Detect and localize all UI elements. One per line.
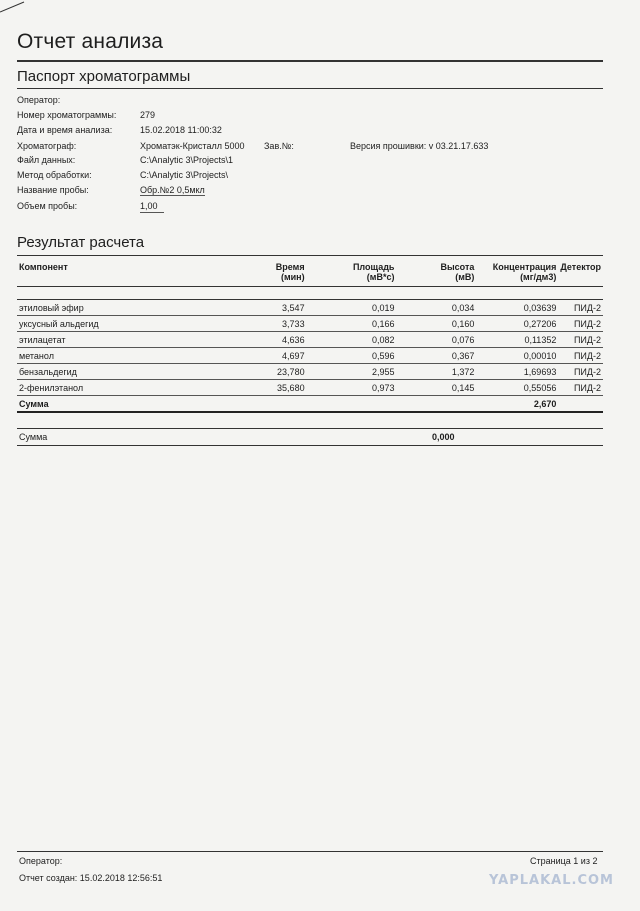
cell-height: 0,145 <box>396 380 476 396</box>
chrom-number-label: Номер хроматограммы: <box>17 110 117 120</box>
results-table <box>17 262 603 413</box>
col-conc-header: Концентрация (мг/дм3) <box>476 262 558 287</box>
passport-heading: Паспорт хроматограммы <box>17 68 191 85</box>
datetime-value: 15.02.2018 11:00:32 <box>140 125 222 135</box>
cell-height: 0,367 <box>396 348 476 364</box>
sample-name-value: Обр.№2 0,5мкл <box>140 185 205 195</box>
sample-volume-underline <box>140 212 164 213</box>
firmware-version: Версия прошивки: v 03.21.17.633 <box>350 141 489 151</box>
scan-corner-mark <box>0 0 26 14</box>
title-rule <box>17 60 603 62</box>
sample-volume-label: Объем пробы: <box>17 201 78 211</box>
cell-component: этилацетат <box>17 332 217 348</box>
cell-time: 23,780 <box>217 364 307 380</box>
cell-area: 0,973 <box>307 380 397 396</box>
site-watermark: YAPLAKAL.COM <box>489 873 614 888</box>
footer-operator: Оператор: <box>19 856 63 866</box>
cell-detector: ПИД-2 <box>558 316 603 332</box>
cell-height: 0,034 <box>396 300 476 316</box>
cell-area: 0,082 <box>307 332 397 348</box>
results-rule <box>17 255 603 256</box>
method-value: C:\Analytic 3\Projects\ <box>140 170 229 180</box>
sum-row <box>17 396 603 413</box>
cell-component: этиловый эфир <box>17 300 217 316</box>
cell-detector: ПИД-2 <box>558 332 603 348</box>
cell-detector: ПИД-2 <box>558 380 603 396</box>
cell-conc: 0,03639 <box>476 300 558 316</box>
cell-time: 4,697 <box>217 348 307 364</box>
secondary-sum-label: Сумма <box>19 432 48 442</box>
col-component-header: Компонент <box>17 262 217 287</box>
col-height-header: Высота (мВ) <box>396 262 476 287</box>
cell-area: 0,166 <box>307 316 397 332</box>
cell-height: 0,076 <box>396 332 476 348</box>
cell-component: метанол <box>17 348 217 364</box>
col-time-header: Время (мин) <box>217 262 307 287</box>
cell-area: 0,596 <box>307 348 397 364</box>
cell-component: 2-фенилэтанол <box>17 380 217 396</box>
cell-detector: ПИД-2 <box>558 364 603 380</box>
data-file-value: C:\Analytic 3\Projects\1 <box>140 155 234 165</box>
results-header-row <box>17 262 603 287</box>
sample-name-label: Название пробы: <box>17 185 89 195</box>
cell-conc: 0,55056 <box>476 380 558 396</box>
cell-height: 1,372 <box>396 364 476 380</box>
footer-page-number: Страница 1 из 2 <box>530 856 598 866</box>
cell-component: уксусный альдегид <box>17 316 217 332</box>
header-spacer <box>17 287 603 300</box>
data-file-label: Файл данных: <box>17 155 76 165</box>
cell-time: 3,733 <box>217 316 307 332</box>
cell-area: 0,019 <box>307 300 397 316</box>
sum-value: 2,670 <box>476 396 558 413</box>
table-row <box>17 364 603 380</box>
results-heading: Результат расчета <box>17 234 145 251</box>
report-title: Отчет анализа <box>17 30 164 53</box>
datetime-label: Дата и время анализа: <box>17 125 113 135</box>
table-row <box>17 348 603 364</box>
sum-label: Сумма <box>17 396 217 413</box>
cell-time: 35,680 <box>217 380 307 396</box>
cell-conc: 1,69693 <box>476 364 558 380</box>
footer-created: Отчет создан: 15.02.2018 12:56:51 <box>19 873 163 883</box>
footer-rule <box>17 851 603 852</box>
cell-detector: ПИД-2 <box>558 300 603 316</box>
chromatograph-value: Хроматэк-Кристалл 5000 <box>140 141 245 151</box>
table-row <box>17 332 603 348</box>
sample-volume-value: 1,00 <box>140 201 158 211</box>
cell-conc: 0,11352 <box>476 332 558 348</box>
cell-area: 2,955 <box>307 364 397 380</box>
chromatograph-label: Хроматограф: <box>17 141 77 151</box>
operator-label: Оператор: <box>17 95 61 105</box>
passport-rule <box>17 88 603 89</box>
cell-height: 0,160 <box>396 316 476 332</box>
secondary-sum-row <box>17 428 603 446</box>
col-detector-header: Детектор <box>558 262 603 287</box>
cell-time: 4,636 <box>217 332 307 348</box>
secondary-sum-value: 0,000 <box>432 432 455 442</box>
method-label: Метод обработки: <box>17 170 92 180</box>
cell-detector: ПИД-2 <box>558 348 603 364</box>
chrom-number-value: 279 <box>140 110 156 120</box>
col-area-header: Площадь (мВ*с) <box>307 262 397 287</box>
cell-component: бензальдегид <box>17 364 217 380</box>
cell-time: 3,547 <box>217 300 307 316</box>
table-row <box>17 316 603 332</box>
cell-conc: 0,00010 <box>476 348 558 364</box>
table-row <box>17 300 603 316</box>
serial-label: Зав.№: <box>264 141 294 151</box>
cell-conc: 0,27206 <box>476 316 558 332</box>
table-row <box>17 380 603 396</box>
